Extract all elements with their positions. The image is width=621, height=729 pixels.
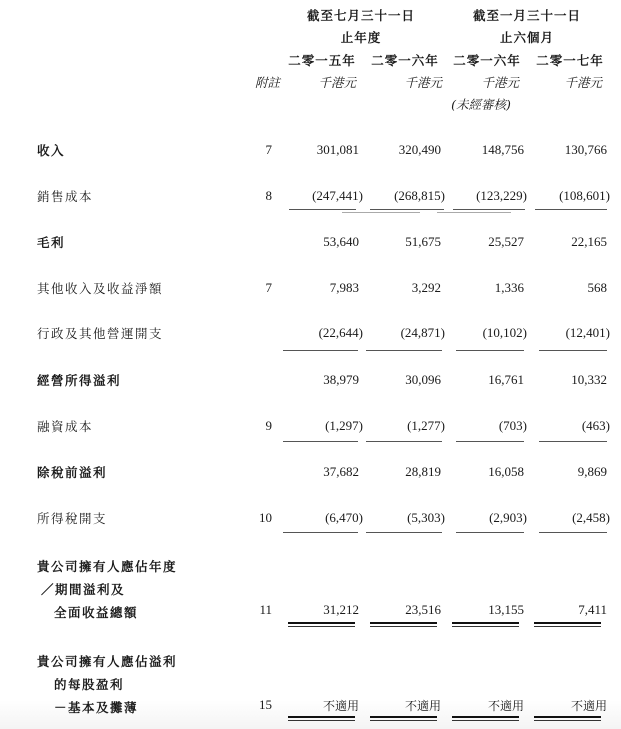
total-double-rule — [534, 716, 601, 722]
subtotal-rule — [366, 441, 442, 442]
cell-value: 38,979 — [323, 372, 359, 387]
row-note: 10 — [259, 510, 272, 525]
total-double-rule — [288, 716, 355, 722]
subtotal-rule — [370, 209, 444, 210]
label-line: －基本及攤薄 — [54, 700, 139, 715]
label-line: 的每股盈利 — [54, 677, 125, 692]
row-label-total-comprehensive-income — [37, 555, 177, 624]
row-note: 8 — [265, 188, 272, 203]
cell-value: 7,983 — [329, 280, 359, 295]
label-line: 全面收益總額 — [54, 605, 139, 620]
cell-value: (5,303) — [407, 510, 445, 525]
subtotal-rule — [283, 350, 358, 351]
subtotal-rule — [366, 350, 442, 351]
cell-value: 不適用 — [570, 699, 607, 713]
cell-value: 28,819 — [405, 464, 441, 479]
cell-value: 22,165 — [571, 234, 607, 249]
row-label-earnings-per-share — [37, 650, 177, 719]
header-period-six-months-sub: 止六個月 — [499, 30, 554, 45]
cell-value: (2,458) — [572, 510, 610, 525]
subtotal-rule — [456, 350, 524, 351]
subtotal-rule — [453, 209, 525, 210]
cell-value: 31,212 — [323, 602, 359, 617]
row-note: 7 — [265, 142, 272, 157]
subtotal-rule — [283, 441, 358, 442]
column-unit-4: 千港元 — [564, 75, 602, 90]
cell-value: 53,640 — [323, 234, 359, 249]
cell-value: 25,527 — [488, 234, 524, 249]
cell-value: 7,411 — [578, 602, 607, 617]
total-double-rule — [370, 622, 437, 628]
cell-value: 130,766 — [564, 142, 607, 157]
cell-value: 568 — [587, 280, 607, 295]
label-line: ／期間溢利及 — [41, 582, 126, 597]
column-unit-1: 千港元 — [318, 75, 356, 90]
cell-value: (22,644) — [318, 325, 363, 340]
column-year-1: 二零一五年 — [288, 53, 356, 68]
total-double-rule — [370, 716, 437, 722]
row-label-operating-profit: 經營所得溢利 — [37, 373, 122, 388]
cell-value: 30,096 — [405, 372, 441, 387]
cell-value: 16,761 — [488, 372, 524, 387]
cell-value: 13,155 — [488, 602, 524, 617]
row-label-finance-costs: 融資成本 — [37, 419, 94, 434]
cell-value: (1,297) — [325, 418, 363, 433]
subtotal-rule — [366, 532, 442, 533]
cell-value: 37,682 — [323, 464, 359, 479]
cell-value: (703) — [498, 418, 527, 433]
row-note: 9 — [265, 418, 272, 433]
header-period-six-months: 截至一月三十一日 — [472, 8, 581, 23]
column-unit-3: 千港元 — [481, 75, 519, 90]
cell-value: 16,058 — [488, 464, 524, 479]
cell-value: 23,516 — [405, 602, 441, 617]
row-label-profit-before-tax: 除稅前溢利 — [37, 465, 108, 480]
cell-value: (24,871) — [400, 325, 445, 340]
subtotal-rule-shadow — [437, 212, 511, 213]
column-year-4: 二零一七年 — [536, 53, 604, 68]
cell-value: 3,292 — [411, 280, 441, 295]
header-period-year: 截至七月三十一日 — [306, 8, 415, 23]
subtotal-rule — [535, 209, 607, 210]
row-label-cost-of-sales: 銷售成本 — [37, 189, 94, 204]
cell-value: (108,601) — [559, 188, 610, 203]
cell-value: 51,675 — [405, 234, 441, 249]
unaudited-remark: (未經審核) — [451, 97, 511, 112]
cell-value: (268,815) — [394, 188, 445, 203]
cell-value: 9,869 — [577, 464, 607, 479]
row-label-income-tax: 所得稅開支 — [37, 511, 108, 526]
note-column-header: 附註 — [254, 75, 280, 90]
row-label-revenue: 收入 — [37, 143, 66, 158]
row-label-other-income: 其他收入及收益淨額 — [37, 281, 164, 296]
cell-value: 不適用 — [322, 699, 359, 713]
total-double-rule — [452, 622, 519, 628]
row-note: 11 — [259, 602, 272, 617]
total-double-rule — [452, 716, 519, 722]
cell-value: 不適用 — [404, 699, 441, 713]
row-label-admin-expenses: 行政及其他營運開支 — [37, 326, 164, 341]
column-unit-2: 千港元 — [404, 75, 442, 90]
cell-value: (463) — [581, 418, 610, 433]
row-note: 15 — [259, 697, 272, 712]
subtotal-rule — [539, 441, 607, 442]
cell-value: 301,081 — [316, 142, 359, 157]
label-line: 貴公司擁有人應佔年度 — [37, 559, 178, 574]
subtotal-rule-shadow — [342, 212, 420, 213]
cell-value: 不適用 — [487, 699, 524, 713]
cell-value: (1,277) — [407, 418, 445, 433]
cell-value: (10,102) — [482, 325, 527, 340]
total-double-rule — [534, 622, 601, 628]
cell-value: (2,903) — [489, 510, 527, 525]
label-line: 貴公司擁有人應佔溢利 — [37, 654, 178, 669]
column-year-2: 二零一六年 — [371, 53, 439, 68]
cell-value: 320,490 — [398, 142, 441, 157]
cell-value: (247,441) — [312, 188, 363, 203]
cell-value: (6,470) — [325, 510, 363, 525]
cell-value: (123,229) — [476, 188, 527, 203]
cell-value: 148,756 — [481, 142, 524, 157]
column-year-3: 二零一六年 — [453, 53, 521, 68]
cell-value: 1,336 — [494, 280, 524, 295]
subtotal-rule — [456, 441, 524, 442]
cell-value: (12,401) — [565, 325, 610, 340]
subtotal-rule — [456, 532, 524, 533]
row-note: 7 — [265, 280, 272, 295]
cell-value: 10,332 — [571, 372, 607, 387]
row-label-gross-profit: 毛利 — [37, 235, 66, 250]
subtotal-rule — [289, 209, 356, 210]
header-period-year-sub: 止年度 — [340, 30, 382, 45]
subtotal-rule — [539, 350, 607, 351]
subtotal-rule — [539, 532, 607, 533]
total-double-rule — [288, 622, 355, 628]
subtotal-rule — [283, 532, 358, 533]
